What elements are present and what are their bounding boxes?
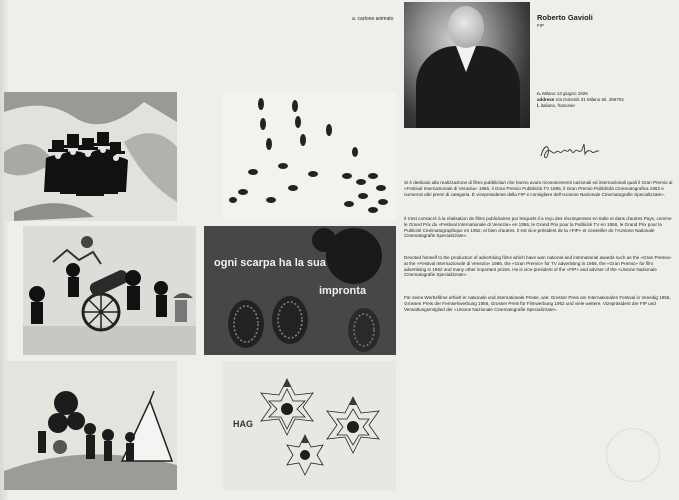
bio-german: Für seine Werbefilme erhielt er nationale und internationale Preise, wie: Grosser Preis am Internationalen Festival in Venedig 1956, Grossen Preis der Fernsehwerbung 1956, Grosser Preis für Filmwerbung 1962 und viele weitere. Vizepräsident der FIP und Verwaltungsmitglied der «Unione Nazionale Cinematografie Specializzate».: [404, 295, 671, 312]
frame-hag-stars: [223, 361, 396, 490]
frame-cannon-cartoon: [23, 226, 196, 355]
bio-english: Devoted himself to the production of advertising films which have won national and international awards such as the «Gran Premio» at the «Festival Internazionale di Venezia» 1956, the «Gran Premio» for TV advertising in 1956, the «Gran Premio» for film advertising in 1962 and many other important prizes. He is vice-president of the «FIP» and adviser of the «Unione Nazionale Cinematografie Specializzate».: [404, 255, 672, 278]
bio-french: Il s'est consacré à la réalisation de films publicitaires par lesquels il a reçu des récompenses en Italie et dans d'autres Pays, comme le Grand Prix du «Festival Internationale di Venezia» en 1956, le Grand Prix pour la Publicité TV en 1956, le Grand Prix pour la Publicité Cinématographique en 1962, et bien d'autres. Il est vice-président de la «FIP» et conseiller de l'«Unione Nationale Cinematografie Specializzate».: [404, 216, 672, 239]
frame-top-hats: [4, 92, 177, 221]
languages-label: l.: [537, 103, 540, 108]
born-value: Milano 13 giugno 1926: [542, 91, 588, 96]
born-label: n.: [537, 91, 541, 96]
scarpa-slogan-line-2: impronta: [319, 285, 367, 297]
languages-value: italiano, francese: [540, 103, 575, 108]
artist-organization: FIP: [537, 23, 545, 28]
artist-name: Roberto Gavioli: [537, 13, 593, 22]
artist-portrait: [404, 2, 530, 128]
category-label: a. cartone animato: [352, 16, 394, 22]
bio-italian: Si è dedicato alla realizzazione di films pubblicitari che hanno avuto riconoscimenti nazionali ed internazionali quali il Gran Premio al «Festival Internazionale di Venezia» 1956, il Gran Premio Pubblicità TV 1956, il Gran Premio Pubblicità Cinematografica 1962 e numerosi altri premi di categoria. È vicepresidente della FIP e consigliere dell'«Unione Nazionale Cinematografie Specializzate».: [404, 180, 673, 197]
languages-row: [537, 103, 624, 109]
artist-signature: [538, 138, 608, 164]
frame-footprints: [223, 92, 396, 221]
artist-details: [537, 91, 624, 109]
frame-shoe-prints: [204, 226, 396, 355]
portrait-head: [448, 6, 484, 48]
address-label: address: [537, 97, 555, 102]
frame-tent-characters: [4, 361, 177, 490]
address-value: Via Dolomiti 31 Milano tel. 286704: [555, 97, 624, 102]
scarpa-slogan-line-1: ogni scarpa ha la sua: [214, 257, 326, 269]
faint-library-stamp: [606, 428, 660, 482]
hag-label: HAG: [233, 419, 253, 429]
